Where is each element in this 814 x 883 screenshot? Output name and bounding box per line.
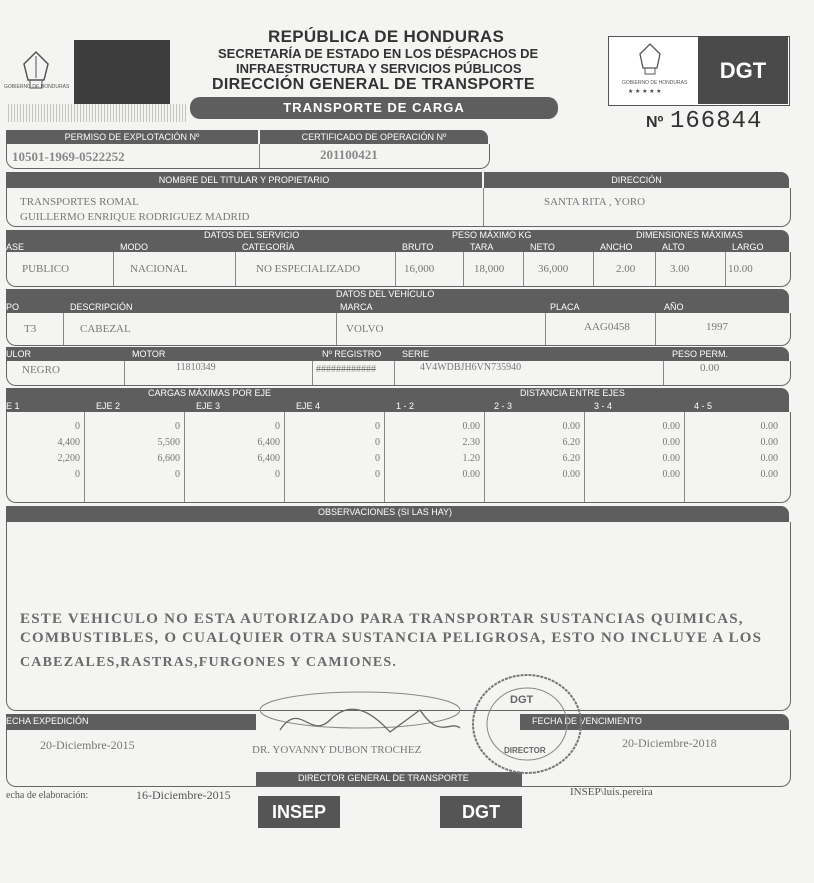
col-serie: SERIE [402,349,430,359]
categoria-value: NO ESPECIALIZADO [256,263,361,275]
cargas-cell: 0 [275,421,280,432]
veh2-div-4 [663,361,664,385]
cargas-cell: 0.00 [662,421,680,432]
certificado-value: 201100421 [320,147,378,162]
expedicion-value: 20-Diciembre-2015 [40,738,135,752]
ancho-value: 2.00 [616,263,636,275]
col-anio: AÑO [664,302,684,312]
veh2-div-3 [394,361,395,385]
eje-h-1: E 1 [6,401,20,411]
alto-value: 3.00 [670,263,690,275]
col-placa: PLACA [550,302,580,312]
cargas-cell: 0.00 [760,453,778,464]
color-value: NEGRO [22,364,60,376]
col-clase: ASE [6,242,25,252]
clase-value: PUBLICO [22,263,70,275]
expedicion-label: ECHA EXPEDICIÓN [6,716,89,726]
cargas-cell: 0.00 [462,469,480,480]
svc-div-4 [463,252,464,286]
dim-group-label: DIMENSIONES MÁXIMAS [636,230,744,240]
eje-h-2: EJE 2 [96,401,121,411]
vehiculo-group-label: DATOS DEL VEHÍCULO [336,289,435,299]
col-ancho: ANCHO [600,242,633,252]
official-stamp [470,672,584,776]
col-bruto: BRUTO [402,242,434,252]
col-registro: Nº REGISTRO [322,349,382,359]
svc-div-8 [725,252,726,286]
col-desc: DESCRIPCIÓN [70,302,133,312]
cargas-cell: 6.20 [562,453,580,464]
carg-div-5 [484,412,485,502]
svc-div-5 [523,252,524,286]
col-tipo: PO [6,302,20,312]
svc-div-1 [113,252,114,286]
director-label: DIRECTOR GENERAL DE TRANSPORTE [298,773,469,783]
modo-value: NACIONAL [130,263,188,275]
cargas-cell: 0.00 [760,437,778,448]
marca-value: VOLVO [346,323,384,335]
peso-group-label: PESO MÁXIMO KG [452,230,532,240]
svc-div-6 [593,252,594,286]
svc-div-2 [235,252,236,286]
cargas-cell: 0.00 [760,421,778,432]
cargas-cell: 6,600 [157,453,180,464]
cargas-cell: 0 [375,421,380,432]
titular-line1: TRANSPORTES ROMAL [20,196,139,208]
cargas-cell: 6.20 [562,437,580,448]
carg-div-4 [384,412,385,502]
col-largo: LARGO [732,242,764,252]
elaboracion-label: echa de elaboración: [6,790,89,801]
cargas-cell: 4,400 [57,437,80,448]
cargas-cell: 2.30 [462,437,480,448]
cargas-cell: 6,400 [257,437,280,448]
titular-label: NOMBRE DEL TITULAR Y PROPIETARIO [6,172,482,188]
carg-div-3 [284,412,285,502]
carg-div-7 [684,412,685,502]
distancia-label: DISTANCIA ENTRE EJES [520,388,625,398]
carg-div-6 [584,412,585,502]
motor-value: 11810349 [176,362,216,373]
dist-h-1: 1 - 2 [396,401,415,411]
barcode-strip [8,104,188,122]
vencimiento-value: 20-Diciembre-2018 [622,736,717,750]
col-peso: PESO PERM. [672,349,729,359]
col-alto: ALTO [662,242,685,252]
svc-div-7 [655,252,656,286]
col-color: ULOR [6,349,32,359]
dist-h-4: 4 - 5 [694,401,713,411]
carg-div-1 [84,412,85,502]
cargas-cell: 6,400 [257,453,280,464]
observaciones-line3: CABEZALES,RASTRAS,FURGONES Y CAMIONES. [20,655,398,670]
cargas-cell: 2,200 [57,453,80,464]
cargas-cell: 0 [375,437,380,448]
direccion-value: SANTA RITA , YORO [544,196,646,208]
cargas-cell: 0 [275,469,280,480]
col-tara: TARA [470,242,494,252]
col-categoria: CATEGORÍA [242,242,295,252]
veh-div-2 [336,313,337,345]
tara-value: 18,000 [474,263,505,275]
svc-div-3 [395,252,396,286]
dgt-footer-badge: DGT [440,796,522,828]
cargas-cell: 5,500 [157,437,180,448]
veh2-div-1 [124,361,125,385]
registro-value: ############ [316,364,376,375]
veh2-div-2 [312,361,313,385]
insep-badge: INSEP [258,796,340,828]
observaciones-line2: COMBUSTIBLES, O CUALQUIER OTRA SUSTANCIA PELIGROSA, ESTO NO INCLUYE A LOS [20,630,763,646]
bruto-value: 16,000 [404,263,435,275]
cargas-label: CARGAS MÁXIMAS POR EJE [148,388,272,398]
header-direccion: DIRECCIÓN GENERAL DE TRANSPORTE [212,76,535,93]
observaciones-line1: ESTE VEHICULO NO ESTA AUTORIZADO PARA TRANSPORTAR SUSTANCIAS QUIMICAS, [20,611,744,627]
carg-div-2 [184,412,185,502]
dist-h-2: 2 - 3 [494,401,513,411]
eje-h-4: EJE 4 [296,401,321,411]
titular-line2: GUILLERMO ENRIQUE RODRIGUEZ MADRID [20,211,250,223]
header-secretaria-2: INFRAESTRUCTURA Y SERVICIOS PÚBLICOS [236,61,522,76]
cargas-cell: 0.00 [562,469,580,480]
cargas-cell: 0.00 [662,453,680,464]
col-marca: MARCA [340,302,373,312]
desc-value: CABEZAL [80,323,131,335]
dgt-badge-text: DGT [719,58,767,83]
cargas-cell: 0 [75,469,80,480]
document-number: 166844 [670,108,763,135]
dgt-stars: ★ ★ ★ ★ ★ [628,89,662,95]
permiso-divider [259,144,260,168]
col-modo: MODO [120,242,148,252]
signer-name: DR. YOVANNY DUBON TROCHEZ [252,744,422,756]
stamp-bottom-text: DIRECTOR [504,746,546,755]
serie-value: 4V4WDBJH6VN735940 [420,362,522,373]
eje-h-3: EJE 3 [196,401,221,411]
header-republic: REPÚBLICA DE HONDURAS [268,27,505,46]
observaciones-label: OBSERVACIONES (SI LAS HAY) [318,507,453,517]
veh-div-3 [545,313,546,345]
elaboracion-value: 16-Diciembre-2015 [136,788,231,802]
header-secretaria-1: SECRETARÍA DE ESTADO EN LOS DÉSPACHOS DE [218,46,539,61]
col-motor: MOTOR [132,349,166,359]
cargas-cell: 0 [175,421,180,432]
veh-div-4 [655,313,656,345]
cargas-cell: 0.00 [462,421,480,432]
cargas-cell: 0 [75,421,80,432]
cargas-cell: 0 [175,469,180,480]
veh-div-1 [63,313,64,345]
emblem-left-caption: GOBIERNO DE HONDURAS [4,84,70,90]
dist-h-3: 3 - 4 [594,401,613,411]
servicio-group-label: DATOS DEL SERVICIO [204,230,300,240]
cargas-cell: 1.20 [462,453,480,464]
document-number-prefix: Nº [646,114,664,131]
cargas-cell: 0.00 [562,421,580,432]
ministry-logo-box [74,40,170,104]
col-neto: NETO [530,242,555,252]
permiso-value: 10501-1969-0522252 [12,149,125,164]
honduras-emblem-left [6,44,66,102]
cargas-cell: 0.00 [662,469,680,480]
titular-divider [483,188,484,226]
cargas-cell: 0 [375,453,380,464]
vencimiento-label: FECHA DE VENCIMIENTO [532,716,642,726]
certificado-label: CERTIFICADO DE OPERACIÓN Nº [260,130,488,144]
largo-value: 10.00 [728,263,753,275]
dgt-emblem-icon [630,42,670,83]
user-value: INSEP\luis.pereira [570,786,653,798]
anio-value: 1997 [706,321,728,333]
cargas-cell: 0 [375,469,380,480]
cargas-cell: 0.00 [760,469,778,480]
direccion-label: DIRECCIÓN [484,172,789,188]
placa-value: AAG0458 [584,321,630,333]
header-subtitle: TRANSPORTE DE CARGA [283,100,465,115]
permiso-label: PERMISO DE EXPLOTACIÓN Nº [6,130,258,144]
stamp-top-text: DGT [510,694,534,706]
neto-value: 36,000 [538,263,569,275]
peso-value: 0.00 [700,362,720,374]
tipo-value: T3 [24,323,37,335]
cargas-cell: 0.00 [662,437,680,448]
dgt-emblem-caption: GOBIERNO DE HONDURAS [622,80,688,86]
